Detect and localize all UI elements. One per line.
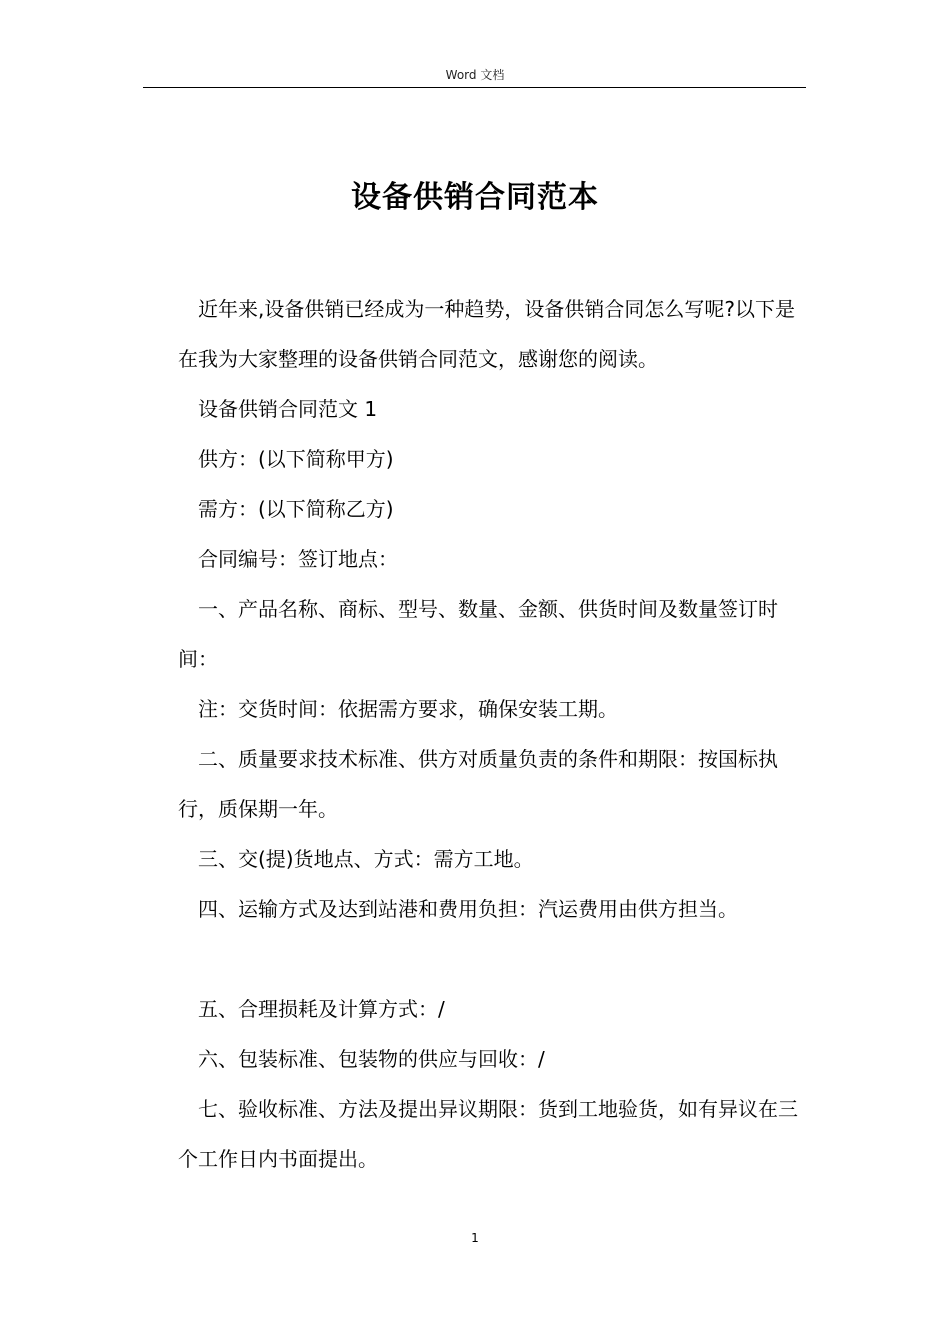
clause-5: 五、合理损耗及计算方式：/ — [198, 997, 445, 1021]
document-body — [178, 284, 808, 1184]
page-number: 1 — [471, 1231, 479, 1245]
header-divider — [143, 87, 806, 88]
intro-paragraph: 近年来,设备供销已经成为一种趋势，设备供销合同怎么写呢?以下是在我为大家整理的设备供销合同范文，感谢您的阅读。 — [178, 297, 795, 371]
sample-heading: 设备供销合同范文 1 — [198, 397, 378, 421]
buyer-line: 需方：(以下简称乙方) — [198, 497, 394, 521]
clause-note: 注：交货时间：依据需方要求，确保安装工期。 — [198, 697, 618, 721]
blank-line — [178, 934, 808, 984]
clause-6: 六、包装标准、包装物的供应与回收：/ — [198, 1047, 545, 1071]
clause-7: 七、验收标准、方法及提出异议期限：货到工地验货，如有异议在三个工作日内书面提出。 — [178, 1097, 798, 1171]
clause-4: 四、运输方式及达到站港和费用负担：汽运费用由供方担当。 — [198, 897, 738, 921]
clause-3: 三、交(提)货地点、方式：需方工地。 — [198, 847, 534, 871]
supplier-line: 供方：(以下简称甲方) — [198, 447, 394, 471]
document-title: 设备供销合同范本 — [351, 180, 599, 216]
clause-1: 一、产品名称、商标、型号、数量、金额、供货时间及数量签订时间： — [178, 597, 778, 671]
page-header-label: Word 文档 — [445, 68, 505, 82]
clause-2: 二、质量要求技术标准、供方对质量负责的条件和期限：按国标执行，质保期一年。 — [178, 747, 778, 821]
contract-number-line: 合同编号：签订地点： — [198, 547, 398, 571]
